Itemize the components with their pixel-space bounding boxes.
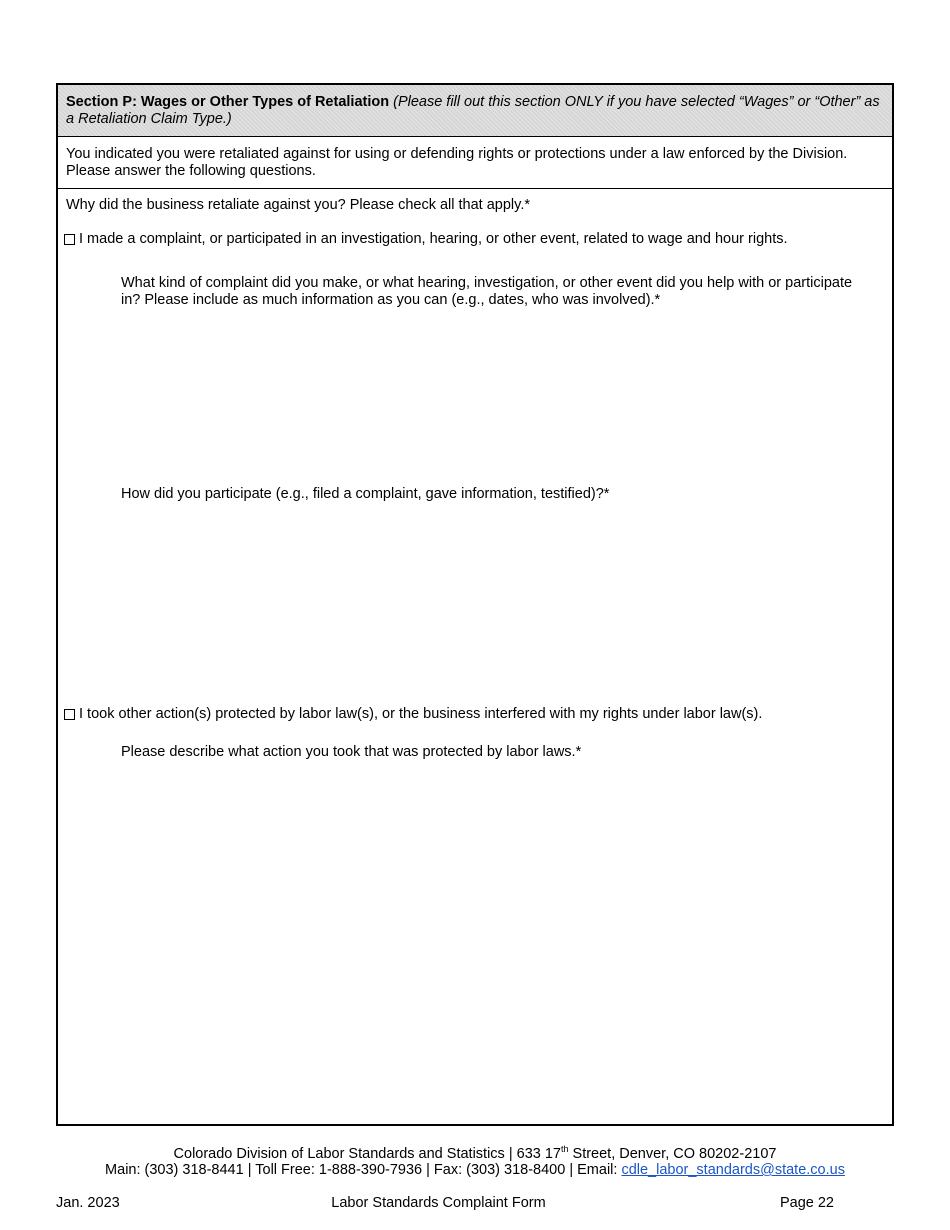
other-action-checkbox[interactable]	[64, 709, 75, 720]
question-complaint-kind: What kind of complaint did you make, or what hearing, investigation, or other event did you help with or participate in? Please include as much information as you can (e.g., dates, who was involved).*	[121, 275, 853, 308]
section-note: (Please fill out this section ONLY if you have selected “Wages” or “Other” as a Retaliation Claim Type.)	[66, 94, 880, 127]
question-how-participate: How did you participate (e.g., filed a complaint, gave information, testified)?*	[121, 486, 610, 502]
footer-form-name: Labor Standards Complaint Form	[331, 1195, 546, 1211]
footer-address-prefix: 633 17	[516, 1146, 561, 1162]
footer-email-link[interactable]: cdle_labor_standards@state.co.us	[621, 1162, 845, 1178]
footer-contacts: Main: (303) 318-8441 | Toll Free: 1-888-390-7936 | Fax: (303) 318-8400 | Email:	[105, 1162, 618, 1178]
option-complaint-row[interactable]	[64, 231, 788, 248]
footer-address-suffix: Street, Denver, CO 80202-2107	[568, 1146, 777, 1162]
form-section-box	[56, 83, 894, 1126]
intro-text: You indicated you were retaliated against for using or defending rights or protections under a law enforced by the Division. Please answer the following questions.	[58, 137, 892, 189]
footer-date: Jan. 2023	[56, 1195, 120, 1211]
complaint-checkbox[interactable]	[64, 234, 75, 245]
option-other-action-label: I took other action(s) protected by labor law(s), or the business interfered with my rights under labor law(s).	[79, 706, 763, 722]
footer-contact-line	[0, 1162, 950, 1178]
option-other-action-row[interactable]	[64, 706, 762, 723]
footer-address	[0, 1146, 950, 1178]
footer-page-number: Page 22	[779, 1195, 834, 1211]
footer-org: Colorado Division of Labor Standards and Statistics	[173, 1146, 505, 1162]
footer-address-line: Colorado Division of Labor Standards and Statistics | 633 17th Street, Denver, CO 80202-2107	[173, 1144, 777, 1162]
footer-address-sup: th	[560, 1144, 569, 1155]
section-header	[58, 85, 892, 137]
question-why-retaliate: Why did the business retaliate against you? Please check all that apply.*	[66, 197, 530, 213]
option-complaint-label: I made a complaint, or participated in an investigation, hearing, or other event, related to wage and hour rights.	[79, 231, 788, 247]
question-describe-action: Please describe what action you took that was protected by labor laws.*	[121, 744, 582, 760]
section-title: Section P: Wages or Other Types of Retaliation	[66, 94, 390, 110]
